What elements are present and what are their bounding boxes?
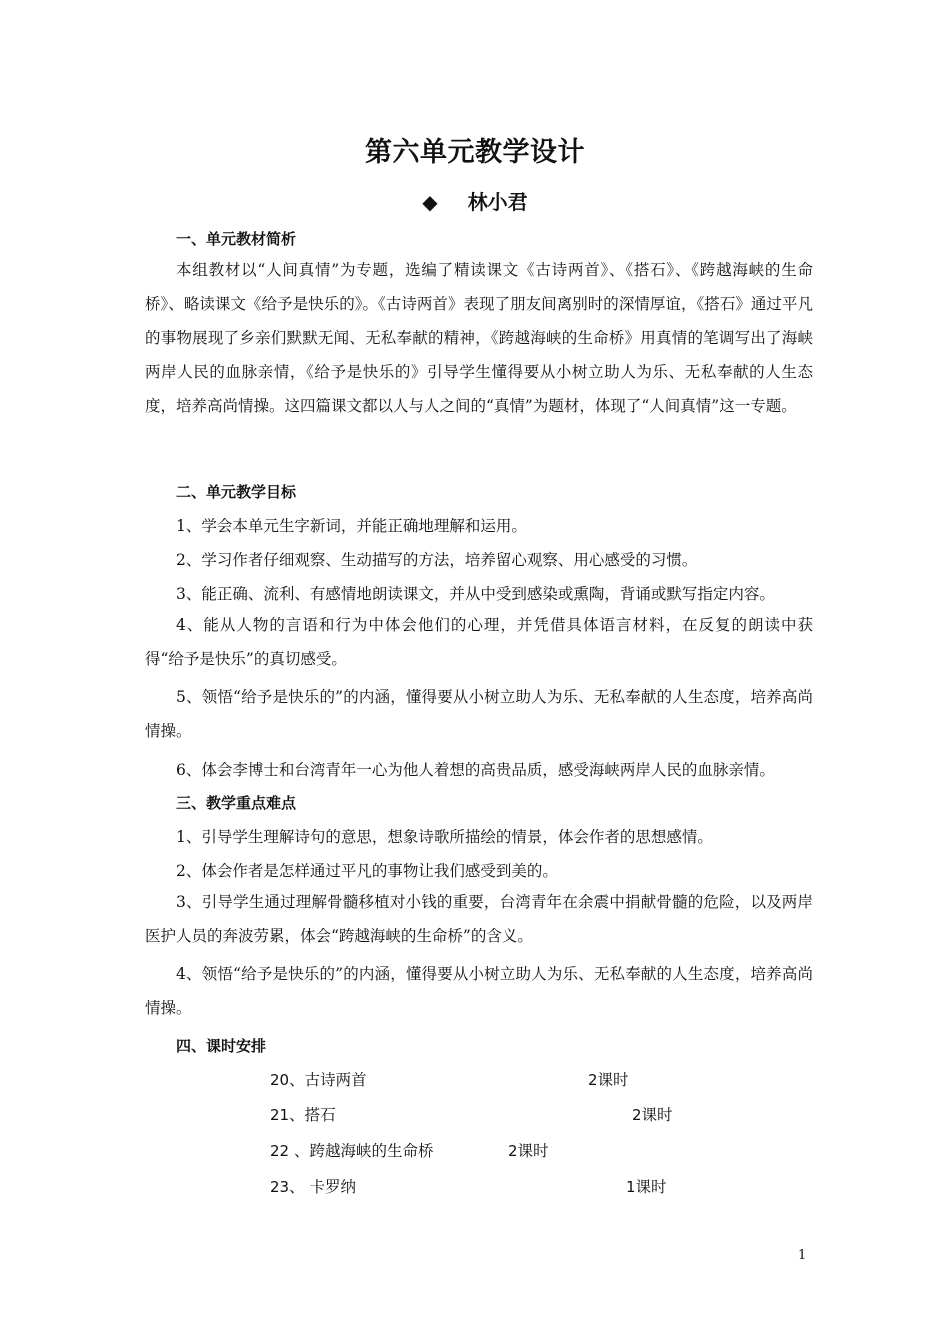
document-title: 第六单元教学设计	[365, 137, 585, 168]
goal-item: 3、能正确、流利、有感情地朗读课文，并从中受到感染或熏陶，背诵或默写指定内容。	[176, 585, 775, 603]
lesson-title: 古诗两首	[304, 1071, 367, 1089]
hours-number: 1	[626, 1178, 636, 1196]
schedule-lesson	[270, 1103, 336, 1125]
lesson-number: 20	[270, 1071, 290, 1089]
section-heading-schedule: 四、课时安排	[176, 1037, 267, 1055]
key-point-item: 1、引导学生理解诗句的意思，想象诗歌所描绘的情景，体会作者的思想感情。	[176, 828, 713, 846]
schedule-hours	[508, 1139, 549, 1161]
key-point-item: 2、体会作者是怎样通过平凡的事物让我们感受到美的。	[176, 862, 558, 880]
lesson-separator: 、	[289, 1071, 305, 1089]
lesson-title: 卡罗纳	[309, 1178, 357, 1196]
hours-unit: 课时	[517, 1142, 549, 1160]
section-paragraph-analysis: 本组教材以“人间真情”为专题，选编了精读课文《古诗两首》、《搭石》、《跨越海峡的生命桥》、略读课文《给予是快乐的》。《古诗两首》表现了朋友间离别时的深情厚谊，《搭石》通过平凡的事物展现了乡亲们默默无闻、无私奉献的精神，《跨越海峡的生命桥》用真情的笔调写出了海峡两岸人民的血脉亲情，《给予是快乐的》引导学生懂得要从小树立助人为乐、无私奉献的人生态度，培养高尚情操。这四篇课文都以人与人之间的“真情”为题材，体现了“人间真情”这一专题。	[145, 261, 813, 415]
lesson-number: 21	[270, 1106, 290, 1124]
key-point-item: 4、领悟“给予是快乐的”的内涵，懂得要从小树立助人为乐、无私奉献的人生态度，培养高尚情操。	[145, 965, 813, 1017]
schedule-hours	[588, 1068, 629, 1090]
hours-unit: 课时	[597, 1071, 629, 1089]
lesson-separator: 、	[289, 1142, 310, 1160]
hours-unit: 课时	[635, 1178, 667, 1196]
schedule-lesson	[270, 1139, 434, 1161]
goal-item: 1、学会本单元生字新词，并能正确地理解和运用。	[176, 517, 527, 535]
section-heading-analysis: 一、单元教材简析	[176, 230, 297, 248]
lesson-title: 跨越海峡的生命桥	[309, 1142, 434, 1160]
page-number: 1	[798, 1248, 807, 1263]
lesson-title: 搭石	[304, 1106, 336, 1124]
lesson-separator: 、	[289, 1178, 310, 1196]
schedule-lesson	[270, 1068, 367, 1090]
hours-number: 2	[632, 1106, 642, 1124]
schedule-hours	[626, 1175, 667, 1197]
schedule-hours	[632, 1103, 673, 1125]
lesson-number: 22	[270, 1142, 290, 1160]
lesson-number: 23	[270, 1178, 290, 1196]
hours-number: 2	[508, 1142, 518, 1160]
key-point-item: 3、引导学生通过理解骨髓移植对小钱的重要，台湾青年在余震中捐献骨髓的危险，以及两岸医护人员的奔波劳累，体会“跨越海峡的生命桥”的含义。	[145, 893, 813, 945]
hours-number: 2	[588, 1071, 598, 1089]
schedule-lesson	[270, 1175, 356, 1197]
hours-unit: 课时	[641, 1106, 673, 1124]
goal-item: 4、能从人物的言语和行为中体会他们的心理，并凭借具体语言材料，在反复的朗读中获得“给予是快乐”的真切感受。	[145, 616, 813, 668]
section-heading-key-points: 三、教学重点难点	[176, 794, 297, 812]
goal-item: 2、学习作者仔细观察、生动描写的方法，培养留心观察、用心感受的习惯。	[176, 551, 698, 569]
goal-item: 5、领悟“给予是快乐的”的内涵，懂得要从小树立助人为乐、无私奉献的人生态度，培养高尚情操。	[145, 688, 813, 740]
section-heading-goals: 二、单元教学目标	[176, 483, 297, 501]
author-line	[0, 186, 950, 215]
lesson-separator: 、	[289, 1106, 305, 1124]
goal-item: 6、体会李博士和台湾青年一心为他人着想的高贵品质，感受海峡两岸人民的血脉亲情。	[176, 761, 775, 779]
diamond-bullet-icon: ◆	[422, 190, 438, 214]
author-name: 林小君	[467, 190, 528, 214]
